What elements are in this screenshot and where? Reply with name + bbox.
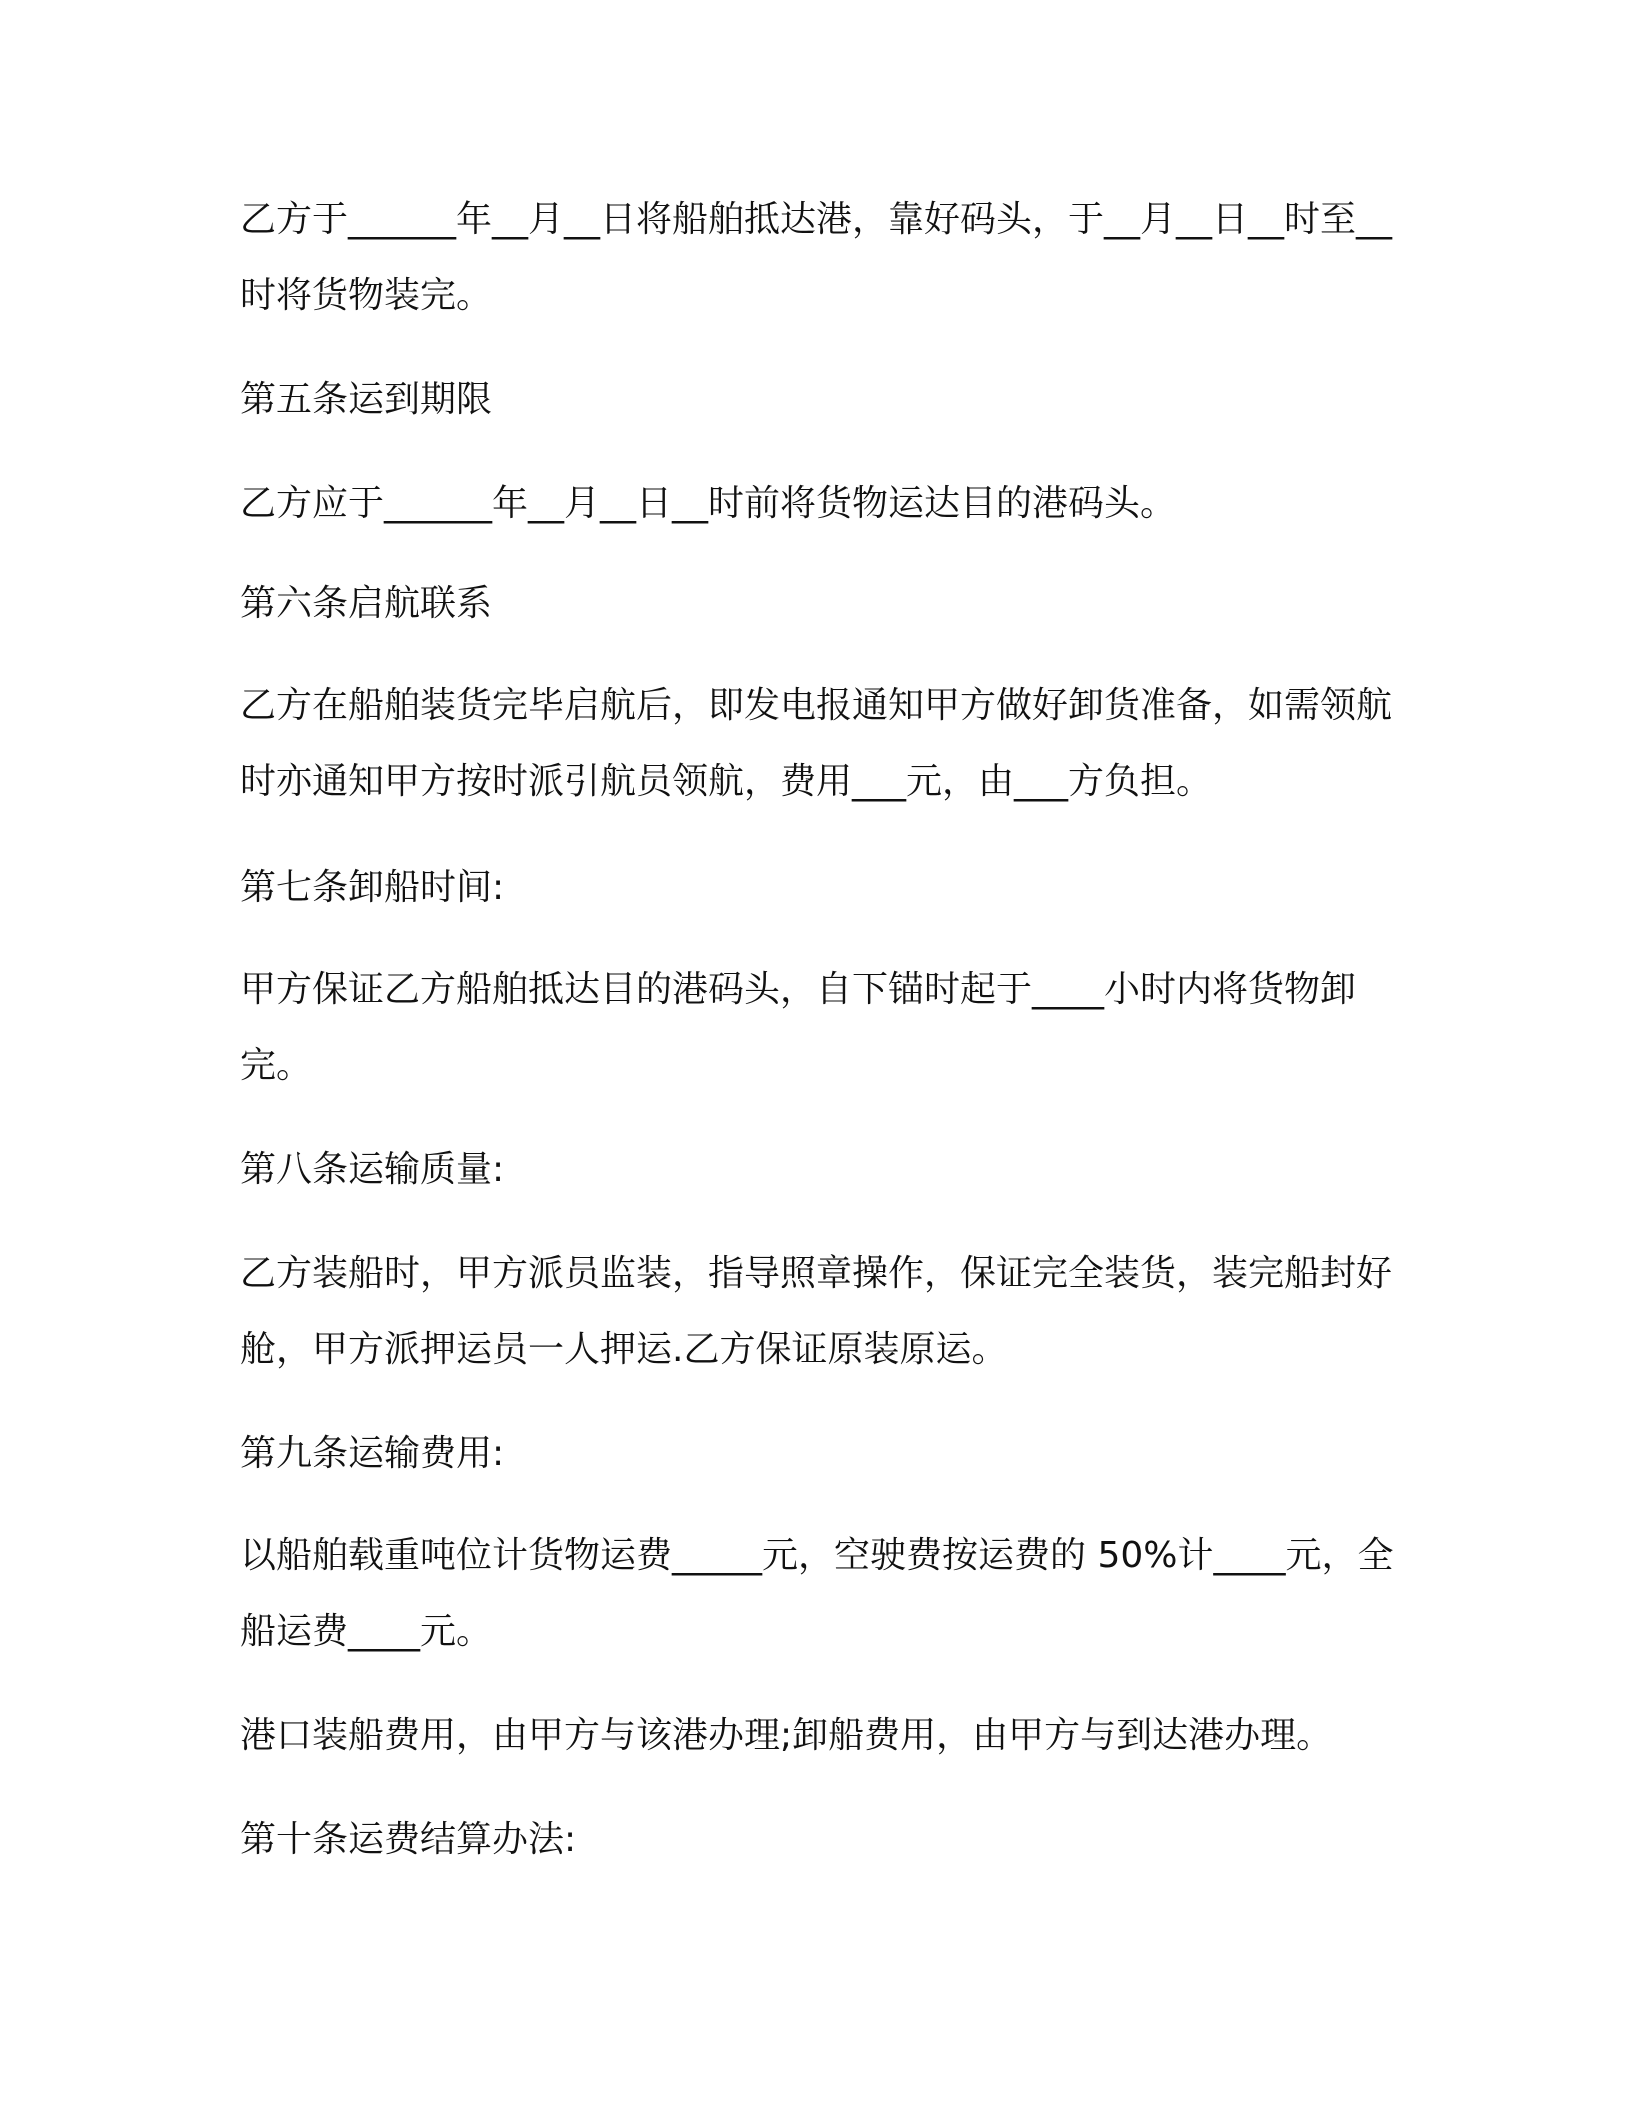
- paragraph-transport-fees: 以船舶载重吨位计货物运费_____元，空驶费按运费的 50%计____元，全船运费____元。: [240, 1535, 1394, 1652]
- paragraph-loading-time: 乙方于______年__月__日将船舶抵达港，靠好码头，于__月__日__时至__时将货物装完。: [240, 199, 1393, 316]
- paragraph-departure-contact: 乙方在船舶装货完毕启航后，即发电报通知甲方做好卸货准备，如需领航时亦通知甲方按时派引航员领航，费用___元，由___方负担。: [240, 685, 1393, 802]
- heading-article-6: 第六条启航联系: [240, 583, 493, 624]
- heading-article-5: 第五条运到期限: [240, 379, 493, 420]
- paragraph-arrival-deadline: 乙方应于______年__月__日__时前将货物运达目的港码头。: [240, 483, 1177, 524]
- heading-article-8: 第八条运输质量:: [240, 1149, 505, 1190]
- heading-article-7: 第七条卸船时间:: [240, 867, 505, 908]
- paragraph-port-fees: 港口装船费用，由甲方与该港办理;卸船费用，由甲方与到达港办理。: [240, 1715, 1333, 1756]
- paragraph-unloading-time: 甲方保证乙方船舶抵达目的港码头，自下锚时起于____小时内将货物卸完。: [240, 969, 1357, 1086]
- heading-article-10: 第十条运费结算办法:: [240, 1819, 577, 1860]
- heading-article-9: 第九条运输费用:: [240, 1433, 505, 1474]
- paragraph-transport-quality: 乙方装船时，甲方派员监装，指导照章操作，保证完全装货，装完船封好舱，甲方派押运员一人押运.乙方保证原装原运。: [240, 1253, 1393, 1370]
